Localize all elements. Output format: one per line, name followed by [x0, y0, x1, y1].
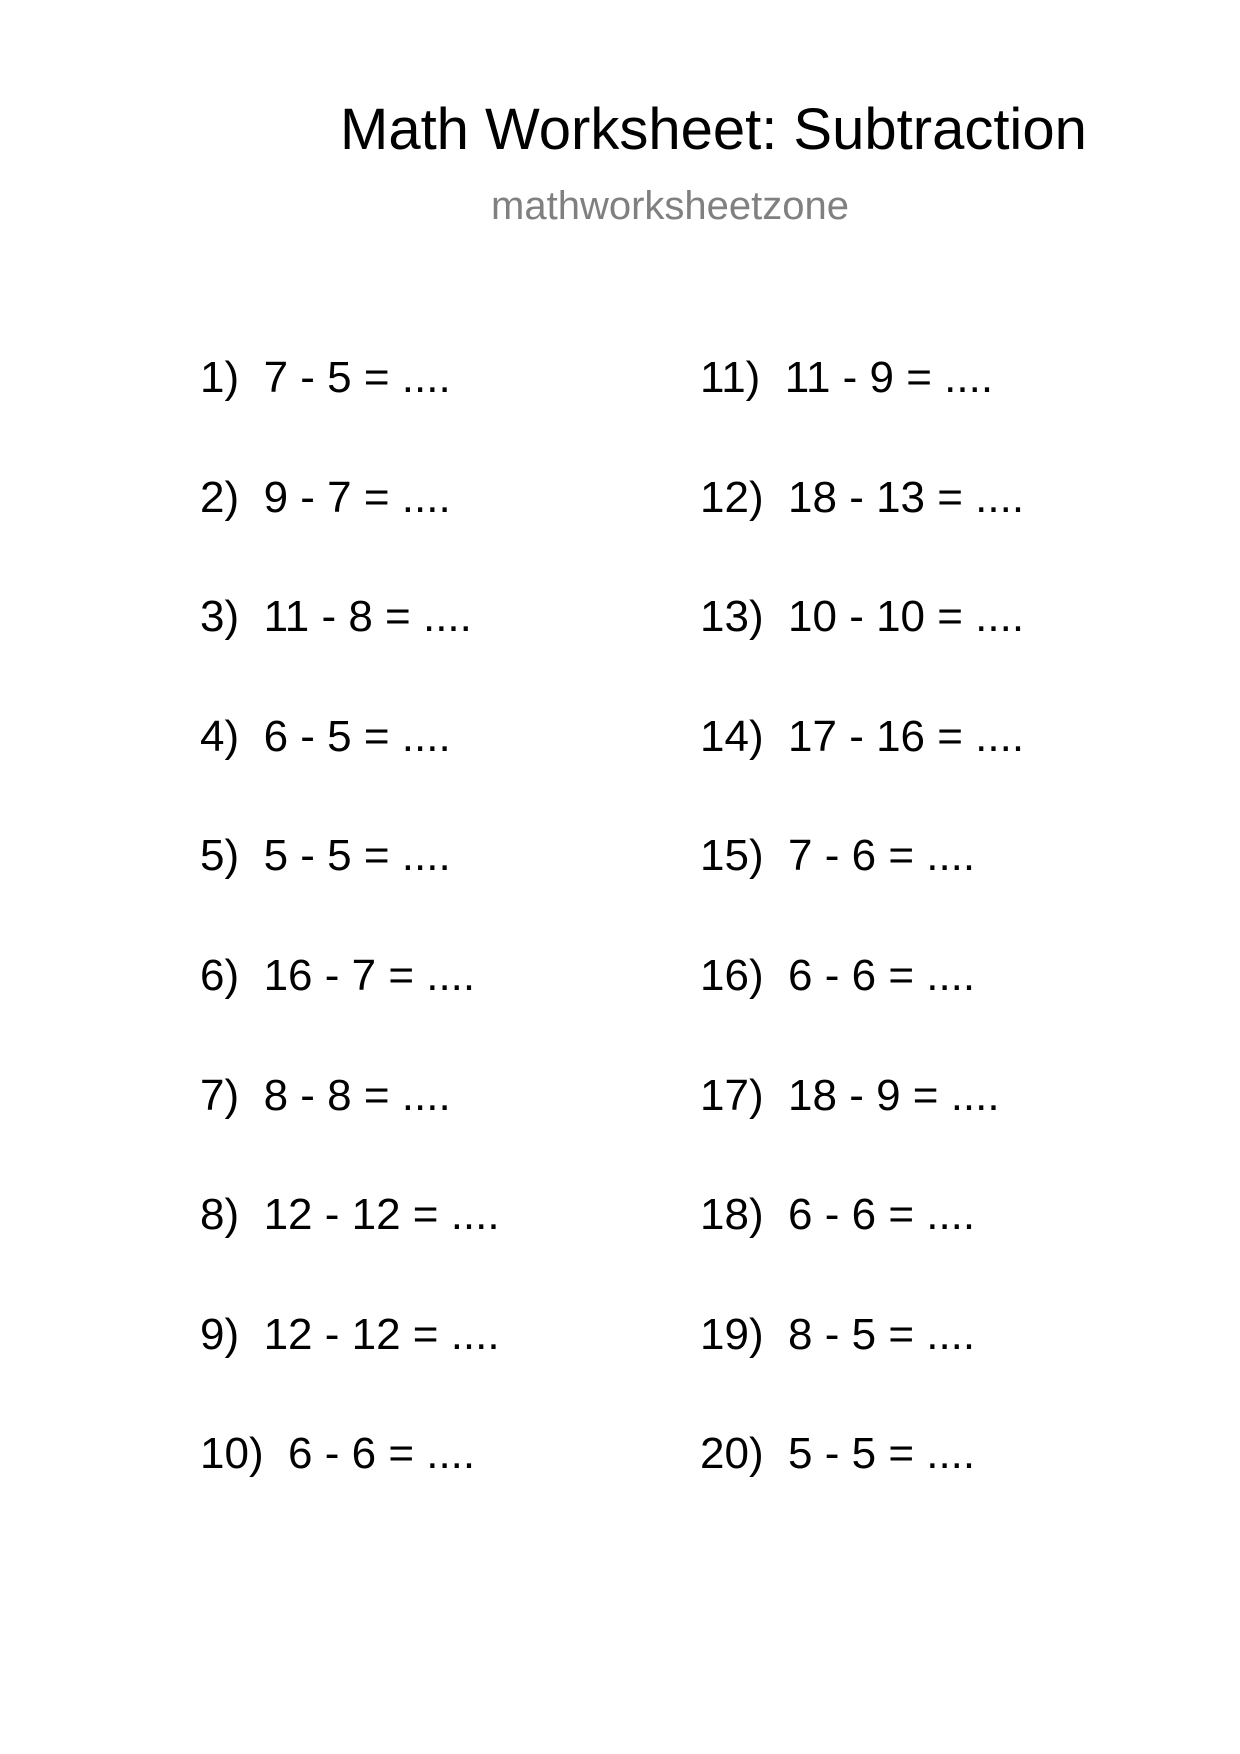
problem-expression: 7 - 6 = .... [788, 831, 976, 881]
problem-number: 8) [200, 1190, 240, 1240]
problem-expression: 12 - 12 = .... [263, 1309, 500, 1359]
problem-item [700, 1187, 1024, 1307]
problem-expression: 5 - 5 = .... [263, 831, 451, 881]
problem-number: 15) [700, 831, 764, 881]
problem-expression: 6 - 6 = .... [788, 950, 976, 1000]
problem-number: 4) [200, 711, 240, 761]
problem-expression: 18 - 9 = .... [788, 1070, 1000, 1120]
worksheet-source: mathworksheetzone [491, 184, 849, 228]
problem-number: 5) [200, 831, 240, 881]
problem-number: 2) [200, 472, 240, 522]
problem-item [200, 828, 500, 948]
problem-expression: 6 - 6 = .... [288, 1429, 476, 1479]
problem-number: 19) [700, 1309, 764, 1359]
problem-expression: 7 - 5 = .... [263, 353, 451, 402]
problem-item [700, 709, 1024, 829]
problem-item [700, 1426, 1024, 1546]
problem-expression: 10 - 10 = .... [788, 592, 1025, 642]
problem-expression: 16 - 7 = .... [263, 950, 476, 1000]
problem-expression: 18 - 13 = .... [788, 472, 1025, 522]
problem-number: 1) [200, 353, 240, 402]
problem-number: 20) [700, 1429, 764, 1479]
problem-item [200, 1187, 500, 1307]
problem-number: 10) [200, 1429, 264, 1479]
problem-item [200, 709, 500, 829]
problem-number: 18) [700, 1190, 764, 1240]
problem-number: 13) [700, 592, 764, 642]
problem-expression: 17 - 16 = .... [788, 711, 1025, 761]
problem-item [200, 948, 500, 1068]
problem-expression: 6 - 5 = .... [263, 711, 451, 761]
problem-number: 16) [700, 950, 764, 1000]
problem-number: 12) [700, 472, 764, 522]
problem-number: 7) [200, 1070, 240, 1120]
problem-expression: 5 - 5 = .... [788, 1429, 976, 1479]
problem-expression: 11 - 9 = .... [784, 353, 994, 402]
problem-number: 11) [700, 353, 761, 402]
problem-item [200, 470, 500, 590]
problem-item [700, 350, 1024, 470]
problem-item [700, 828, 1024, 948]
problems-right-column [700, 350, 1024, 1546]
problem-number: 3) [200, 592, 240, 642]
problem-expression: 12 - 12 = .... [263, 1190, 500, 1240]
problem-item [700, 470, 1024, 590]
problem-expression: 9 - 7 = .... [263, 472, 451, 522]
problem-expression: 8 - 8 = .... [263, 1070, 451, 1120]
problems-left-column [200, 350, 500, 1546]
problem-item [700, 948, 1024, 1068]
problem-item [200, 589, 500, 709]
problem-item [200, 1068, 500, 1188]
problem-number: 14) [700, 711, 764, 761]
problem-item [700, 1307, 1024, 1427]
problem-number: 6) [200, 950, 240, 1000]
problem-expression: 11 - 8 = .... [263, 592, 472, 642]
problem-item [200, 350, 500, 470]
problem-item [200, 1426, 500, 1546]
problem-expression: 6 - 6 = .... [788, 1190, 976, 1240]
worksheet-title: Math Worksheet: Subtraction [340, 97, 1087, 162]
problem-expression: 8 - 5 = .... [788, 1309, 976, 1359]
problem-number: 17) [700, 1070, 764, 1120]
problem-item [700, 589, 1024, 709]
problem-item [700, 1068, 1024, 1188]
problem-number: 9) [200, 1309, 240, 1359]
problem-item [200, 1307, 500, 1427]
